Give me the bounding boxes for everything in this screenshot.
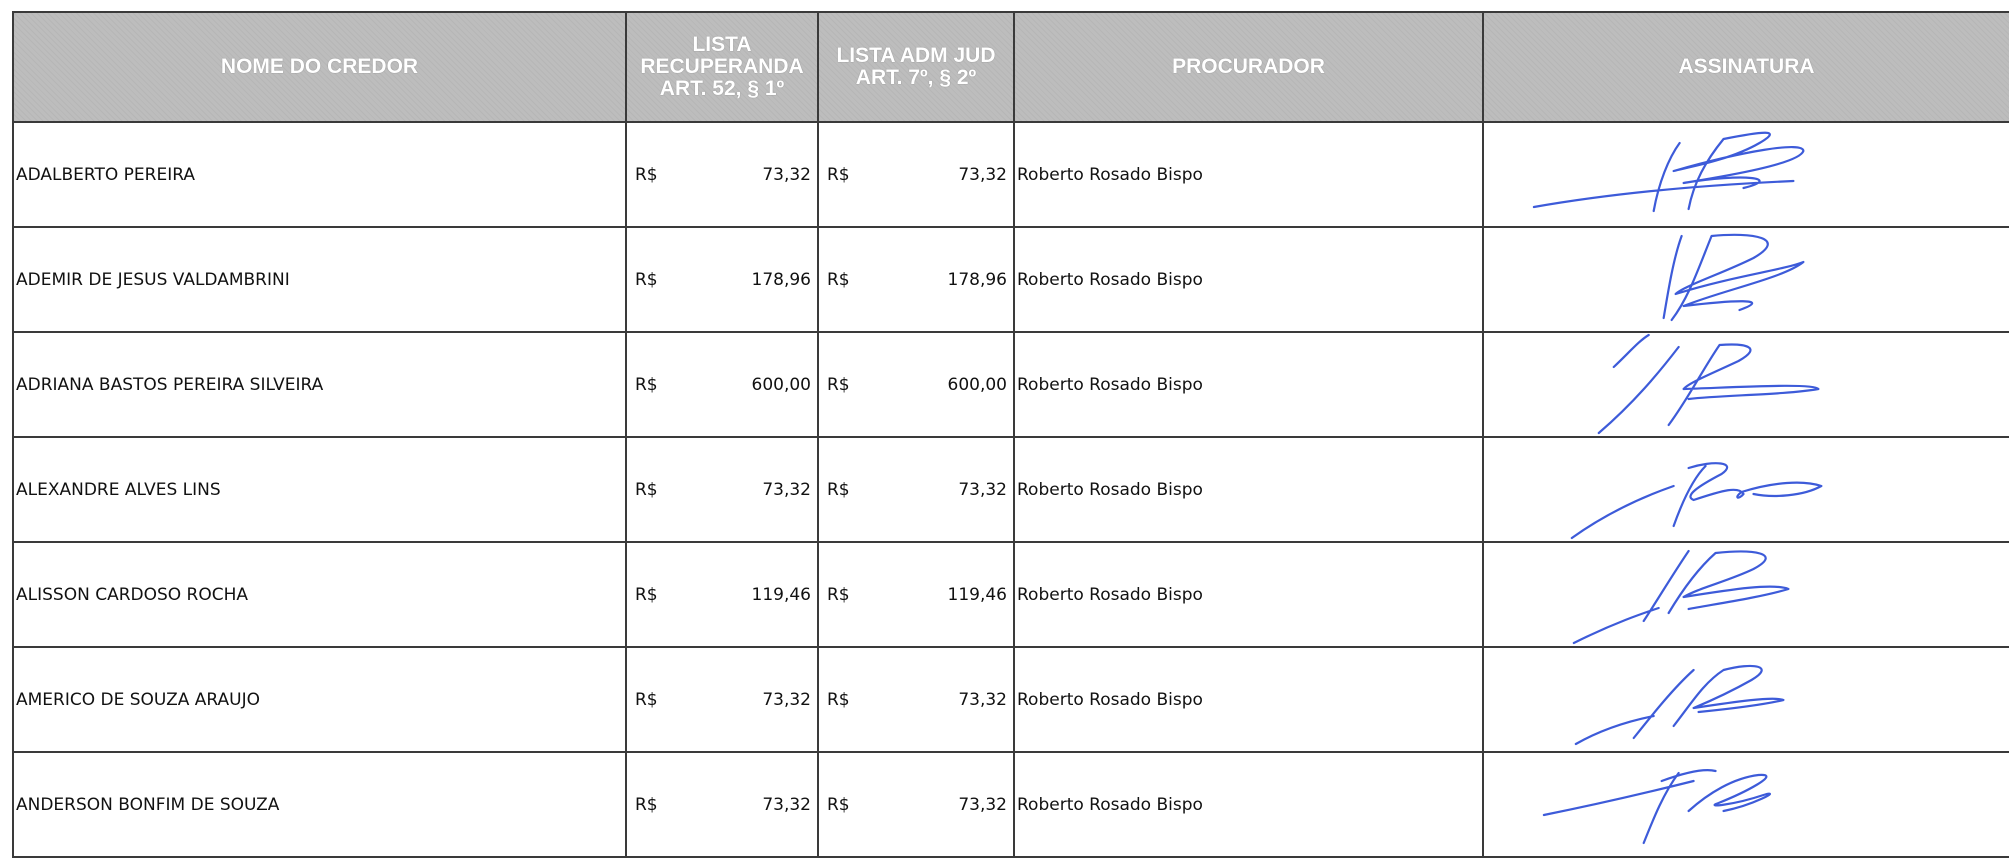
procurador-name: Roberto Rosado Bispo (1014, 437, 1483, 542)
procurador-name: Roberto Rosado Bispo (1014, 647, 1483, 752)
amount-adm-jud: R$ 73,32 (818, 122, 1014, 227)
handwritten-signature (1484, 753, 2009, 856)
table-row (13, 332, 2009, 437)
amount-recuperanda: R$ 73,32 (626, 122, 818, 227)
table-row (13, 227, 2009, 332)
amount-adm-jud: R$ 73,32 (818, 752, 1014, 857)
procurador-name: Roberto Rosado Bispo (1014, 227, 1483, 332)
creditor-name: ADALBERTO PEREIRA (13, 122, 626, 227)
amount-recuperanda: R$ 73,32 (626, 752, 818, 857)
amount-adm-jud: R$ 178,96 (818, 227, 1014, 332)
creditor-table (12, 11, 2009, 858)
signature-cell (1483, 332, 2009, 437)
creditor-name: ADRIANA BASTOS PEREIRA SILVEIRA (13, 332, 626, 437)
header-list-adm-jud: LISTA ADM JUD ART. 7º, § 2º (818, 12, 1014, 122)
handwritten-signature (1484, 228, 2009, 331)
amount-recuperanda: R$ 73,32 (626, 437, 818, 542)
table-row (13, 122, 2009, 227)
header-assinatura: ASSINATURA (1483, 12, 2009, 122)
amount-adm-jud: R$ 119,46 (818, 542, 1014, 647)
table-row (13, 437, 2009, 542)
handwritten-signature (1484, 438, 2009, 541)
handwritten-signature (1484, 648, 2009, 751)
table-row (13, 752, 2009, 857)
creditor-name: ALEXANDRE ALVES LINS (13, 437, 626, 542)
handwritten-signature (1484, 543, 2009, 646)
amount-recuperanda: R$ 119,46 (626, 542, 818, 647)
creditor-name: AMERICO DE SOUZA ARAUJO (13, 647, 626, 752)
signature-cell (1483, 542, 2009, 647)
amount-recuperanda: R$ 178,96 (626, 227, 818, 332)
header-row (13, 12, 2009, 122)
table-row (13, 542, 2009, 647)
signature-cell (1483, 437, 2009, 542)
handwritten-signature (1484, 333, 2009, 436)
amount-adm-jud: R$ 73,32 (818, 437, 1014, 542)
procurador-name: Roberto Rosado Bispo (1014, 122, 1483, 227)
amount-adm-jud: R$ 73,32 (818, 647, 1014, 752)
creditor-signature-sheet (12, 11, 2009, 851)
signature-cell (1483, 647, 2009, 752)
header-procurador: PROCURADOR (1014, 12, 1483, 122)
procurador-name: Roberto Rosado Bispo (1014, 752, 1483, 857)
amount-recuperanda: R$ 600,00 (626, 332, 818, 437)
signature-cell (1483, 752, 2009, 857)
creditor-name: ADEMIR DE JESUS VALDAMBRINI (13, 227, 626, 332)
signature-cell (1483, 227, 2009, 332)
amount-adm-jud: R$ 600,00 (818, 332, 1014, 437)
creditor-name: ANDERSON BONFIM DE SOUZA (13, 752, 626, 857)
creditor-name: ALISSON CARDOSO ROCHA (13, 542, 626, 647)
procurador-name: Roberto Rosado Bispo (1014, 542, 1483, 647)
header-creditor-name: NOME DO CREDOR (13, 12, 626, 122)
amount-recuperanda: R$ 73,32 (626, 647, 818, 752)
handwritten-signature (1484, 123, 2009, 226)
procurador-name: Roberto Rosado Bispo (1014, 332, 1483, 437)
table-row (13, 647, 2009, 752)
header-list-recuperanda: LISTA RECUPERANDA ART. 52, § 1º (626, 12, 818, 122)
signature-cell (1483, 122, 2009, 227)
